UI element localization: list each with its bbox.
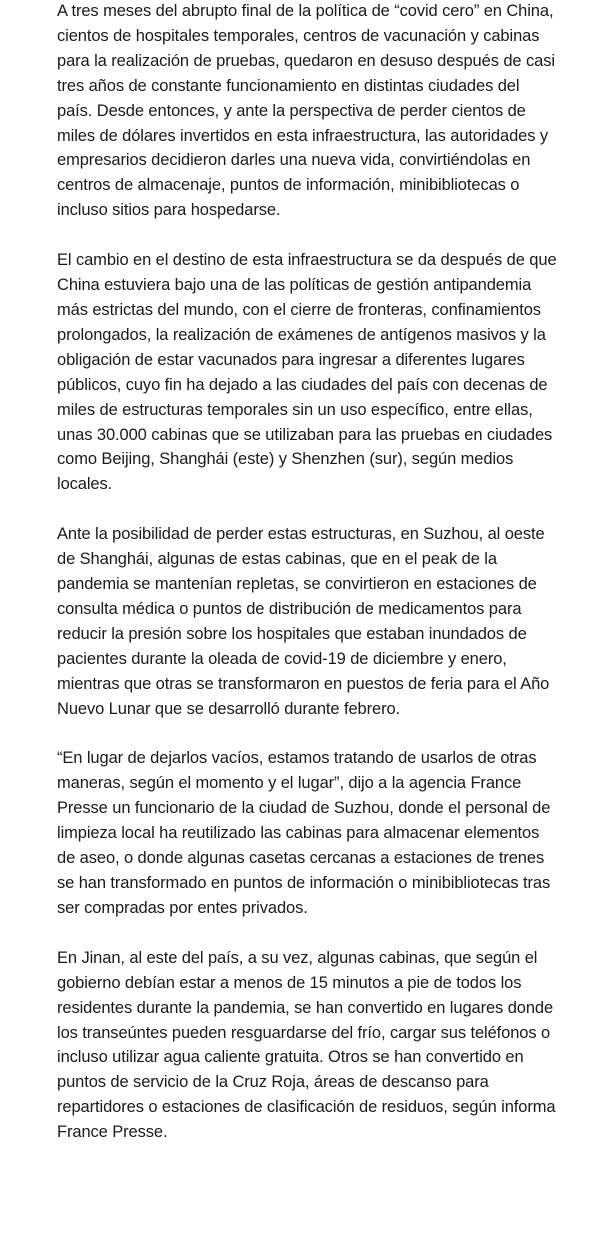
paragraph-2: El cambio en el destino de esta infraestructura se da después de que China estuviera bajo una de las políticas de gestión antipandemia más estrictas del mundo, con el cierre de fronteras, confinamientos prolongados, la realización de exámenes de antígenos masivos y la obligación de estar vacunados para ingresar a diferentes lugares públicos, cuyo fin ha dejado a las ciudades del país con decenas de miles de estructuras temporales sin un uso específico, entre ellas, unas 30.000 cabinas que se utilizaban para las pruebas en ciudades como Beijing, Shanghái (este) y Shenzhen (sur), según medios locales. bbox=[57, 251, 557, 494]
paragraph-5: En Jinan, al este del país, a su vez, algunas cabinas, que según el gobierno debían estar a menos de 15 minutos a pie de todos los residentes durante la pandemia, se han convertido en lugares donde los transeúntes pueden resguardarse del frío, cargar sus teléfonos o incluso utilizar agua caliente gratuita. Otros se han convertido en puntos de servicio de la Cruz Roja, áreas de descanso para repartidores o estaciones de clasificación de residuos, según informa France Presse. bbox=[57, 948, 556, 1142]
paragraph-4: “En lugar de dejarlos vacíos, estamos tratando de usarlos de otras maneras, según el momento y el lugar”, dijo a la agencia France Presse un funcionario de la ciudad de Suzhou, donde el personal de limpieza local ha reutilizado las cabinas para almacenar elementos de aseo, o donde algunas casetas cercanas a estaciones de trenes se han transformado en puntos de información o minibibliotecas tras ser compradas por entes privados. bbox=[57, 749, 551, 917]
paragraph-1: A tres meses del abrupto final de la política de “covid cero” en China, cientos de hospitales temporales, centros de vacunación y cabinas para la realización de pruebas, quedaron en desuso después de casi tres años de constante funcionamiento en distintas ciudades del país. Desde entonces, y ante la perspectiva de perder cientos de miles de dólares invertidos en esta infraestructura, las autoridades y empresarios decidieron darles una nueva vida, convirtiéndolas en centros de almacenaje, puntos de información, minibibliotecas o incluso sitios para hospedarse. bbox=[57, 2, 555, 220]
paragraph-3: Ante la posibilidad de perder estas estructuras, en Suzhou, al oeste de Shanghái, algunas de estas cabinas, que en el peak de la pandemia se mantenían repletas, se convirtieron en estaciones de consulta médica o puntos de distribución de medicamentos para reducir la presión sobre los hospitales que estaban inundados de pacientes durante la oleada de covid-19 de diciembre y enero, mientras que otras se transformaron en puestos de feria para el Año Nuevo Lunar que se desarrolló durante febrero. bbox=[57, 525, 550, 718]
